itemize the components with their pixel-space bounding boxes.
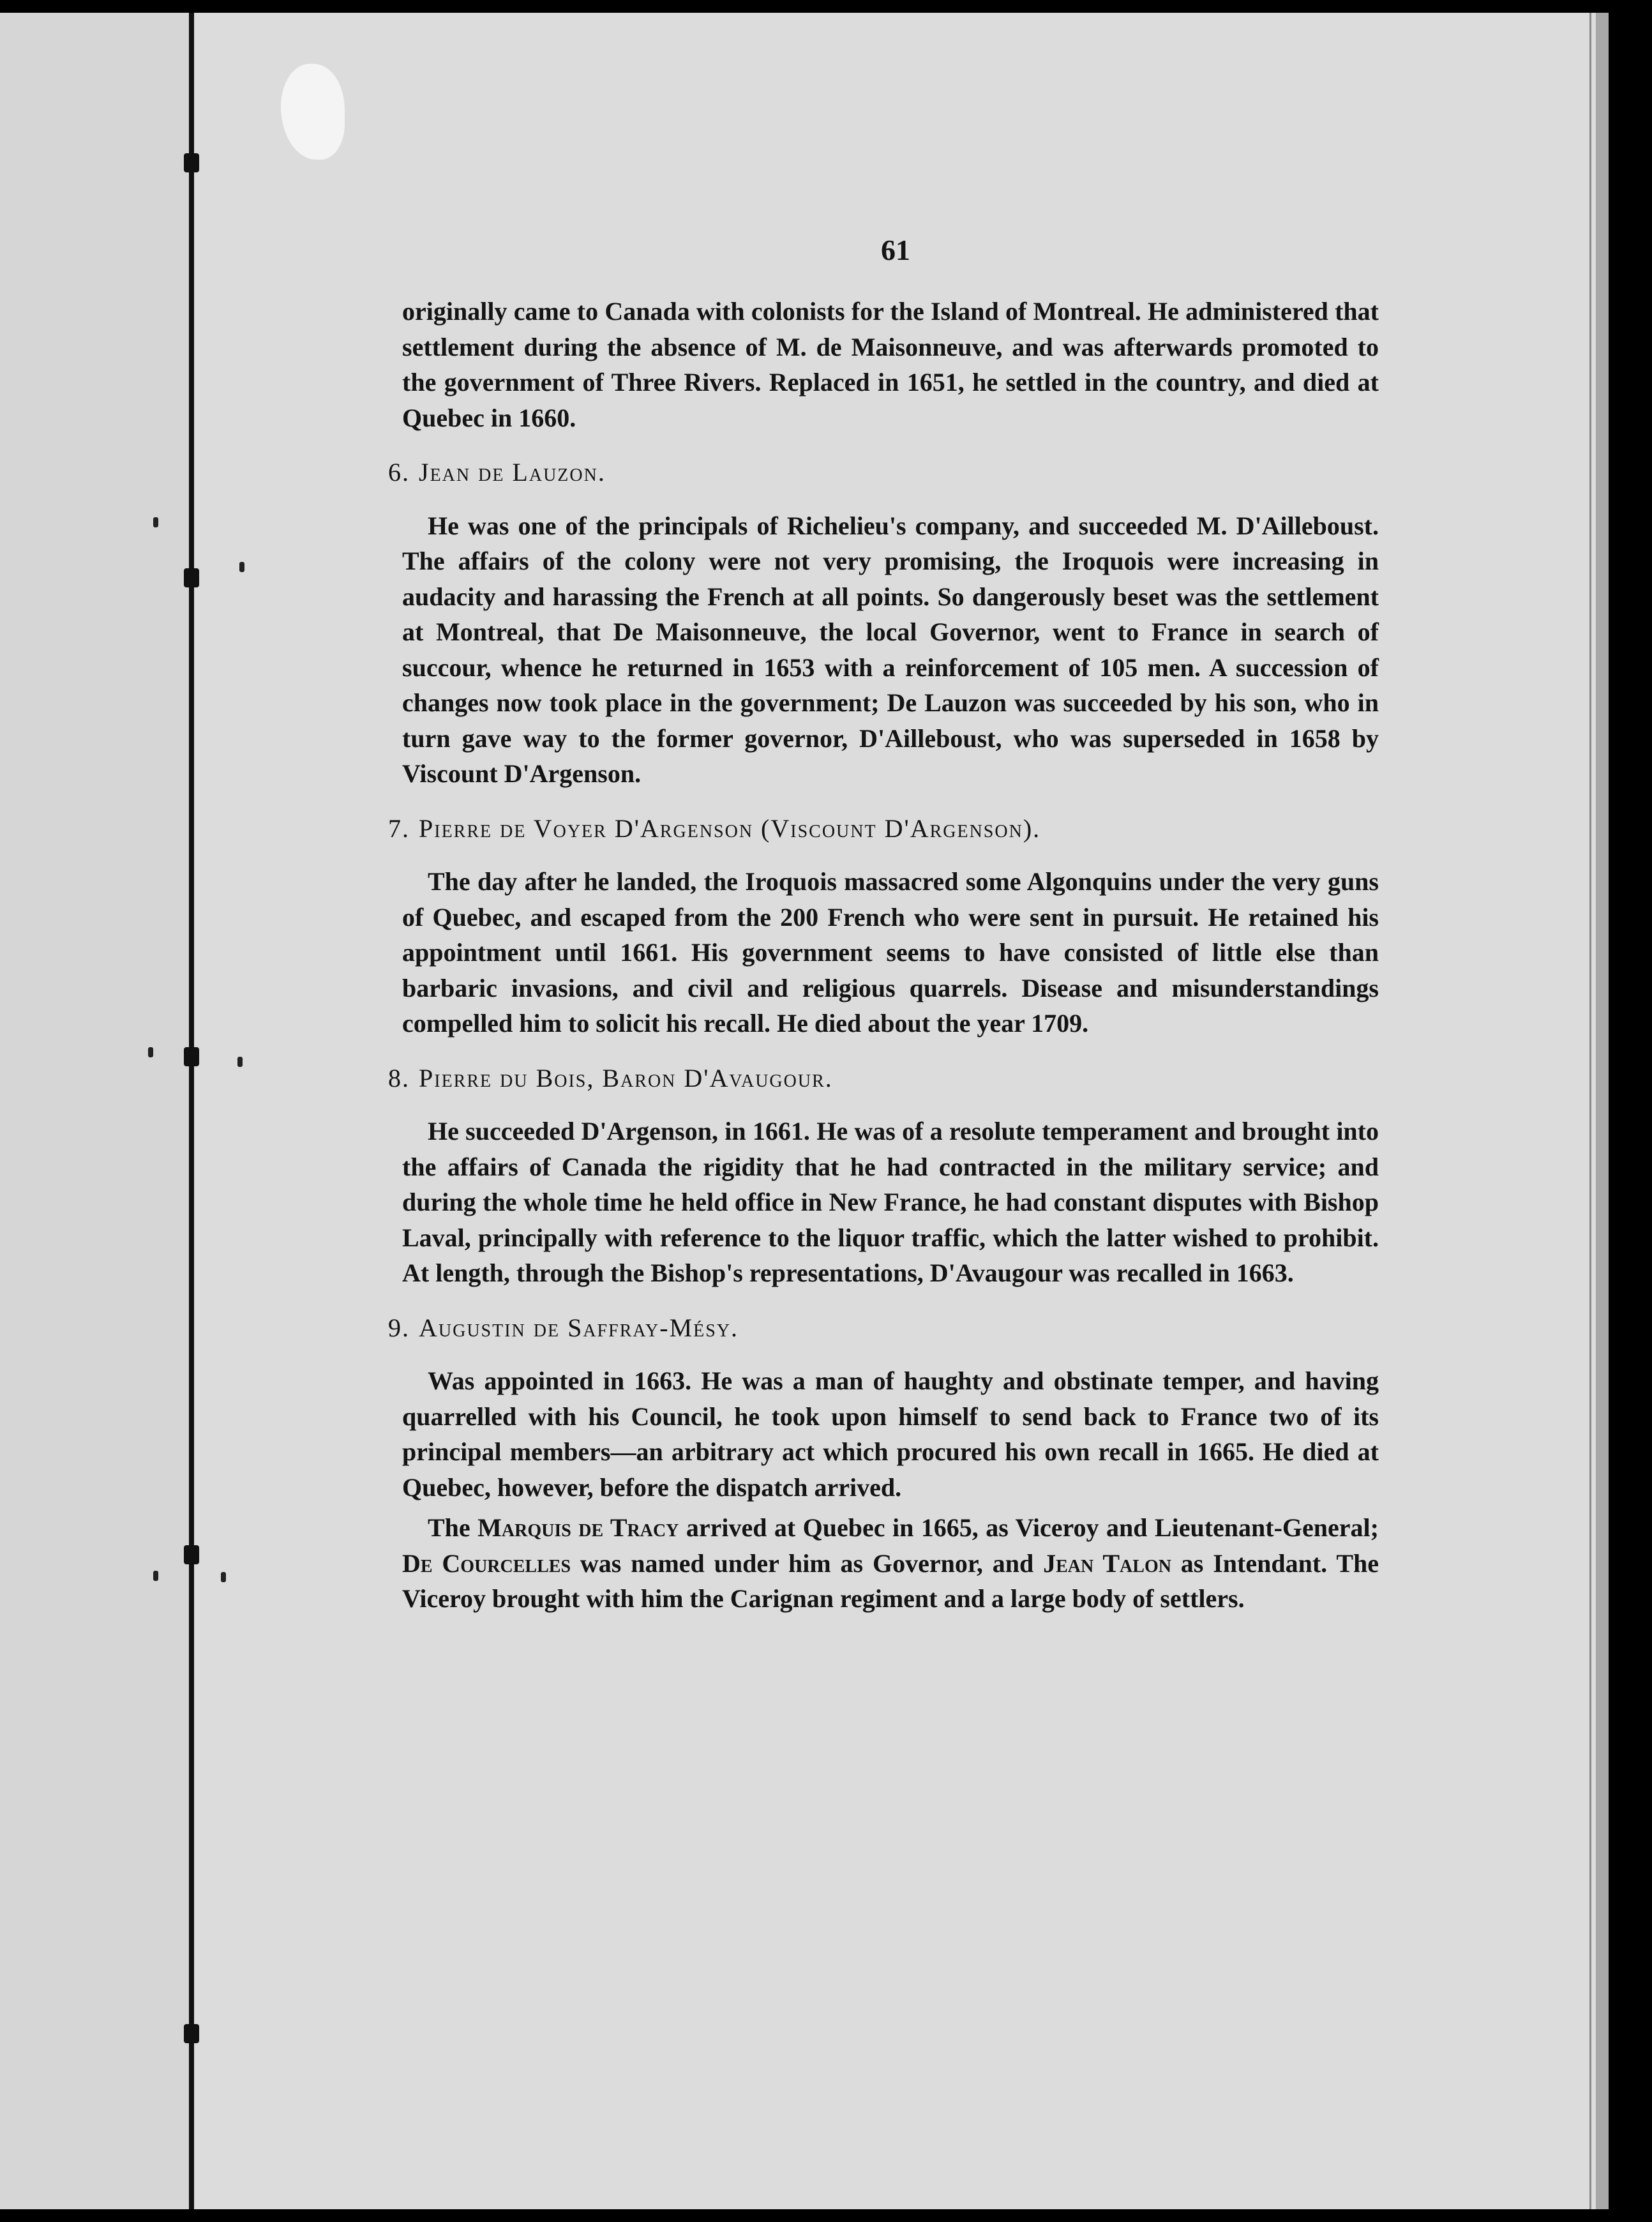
entry-body-7: The day after he landed, the Iroquois massacred some Algonquins under the very guns of Quebec, and escaped from the 200 French who were sent in pursuit. He retained his appointment until 1661. His government seems to have consisted of little else than barbaric invasions, and civil and religious quarrels. Disease and misunderstandings compelled him to solicit his recall. He died about the year 1709. [402,867,1379,1038]
person-name: Marquis de Tracy [477,1513,679,1542]
entry-number: 8. [388,1063,410,1092]
paper-blemish [281,64,345,160]
binding-stitch-mark [184,153,199,172]
closing-paragraph [402,1510,1379,1617]
entry-body-6: He was one of the principals of Richelieu's company, and succeeded M. D'Ailleboust. The affairs of the colony were not very promising, the Iroquois were increasing in audacity and harassing the French at all points. So dangerously beset was the settlement at Montreal, that De Maisonneuve, the local Governor, went to France in search of succour, whence he returned in 1653 with a reinforcement of 105 men. A succession of changes now took place in the government; De Lauzon was succeeded by his son, who in turn gave way to the former governor, D'Ailleboust, who was superseded in 1658 by Viscount D'Argenson. [402,511,1379,788]
margin-speck [153,517,158,527]
entry-name: Augustin de Saffray-Mésy. [419,1313,739,1342]
facing-page-margin [0,13,189,2209]
margin-speck [239,562,244,572]
closing-text: as Intendant. The Viceroy brought with him the Carignan regiment and a large body of settlers. [402,1548,1379,1613]
entry-body-9: Was appointed in 1663. He was a man of haughty and obstinate temper, and having quarrelled with his Council, he took upon himself to send back to France two of its principal members—an arbitrary act which procured his own recall in 1665. He died at Quebec, however, before the dispatch arrived. [402,1366,1379,1502]
page-body [388,294,1379,1617]
closing-text: arrived at Quebec in 1665, as Viceroy and Lieutenant-General; [679,1513,1379,1542]
book-binding-gutter [189,13,194,2209]
binding-stitch-mark [184,1545,199,1564]
binding-stitch-mark [184,2024,199,2043]
binding-stitch-mark [184,1047,199,1066]
margin-speck [148,1047,153,1057]
entry-name: Pierre de Voyer D'Argenson (Viscount D'Argenson). [419,813,1041,843]
closing-text: The [428,1513,478,1542]
entry-heading-6 [388,455,1379,490]
entry-body-8: He succeeded D'Argenson, in 1661. He was of a resolute temperament and brought into the affairs of Canada the rigidity that he had contracted in the military service; and during the whole time he held office in New France, he had constant disputes with Bishop Laval, principally with reference to the liquor traffic, which the latter wished to prohibit. At length, through the Bishop's representations, D'Avaugour was recalled in 1663. [402,1117,1379,1287]
entry-name: Jean de Lauzon. [419,458,606,487]
entry-number: 9. [388,1313,410,1342]
page-number: 61 [881,234,910,266]
margin-speck [237,1057,243,1067]
page-edge-line [1589,13,1591,2209]
person-name: Jean Talon [1043,1548,1171,1578]
entry-number: 6. [388,458,410,487]
margin-speck [153,1571,158,1581]
person-name: De Courcelles [402,1548,571,1578]
binding-stitch-mark [184,568,199,587]
entry-heading-9 [388,1310,1379,1346]
closing-text: was named under him as Governor, and [571,1548,1044,1578]
entry-heading-7 [388,811,1379,847]
margin-speck [221,1572,226,1582]
entry-heading-8 [388,1061,1379,1096]
scanned-page [0,13,1609,2209]
page-edge-shadow [1596,13,1609,2209]
entry-name: Pierre du Bois, Baron D'Avaugour. [419,1063,833,1092]
entry-number: 7. [388,813,410,843]
continued-paragraph: originally came to Canada with colonists for the Island of Montreal. He administered that settlement during the absence of M. de Maisonneuve, and was afterwards promoted to the government of Three Rivers. Replaced in 1651, he settled in the country, and died at Quebec in 1660. [402,297,1379,432]
